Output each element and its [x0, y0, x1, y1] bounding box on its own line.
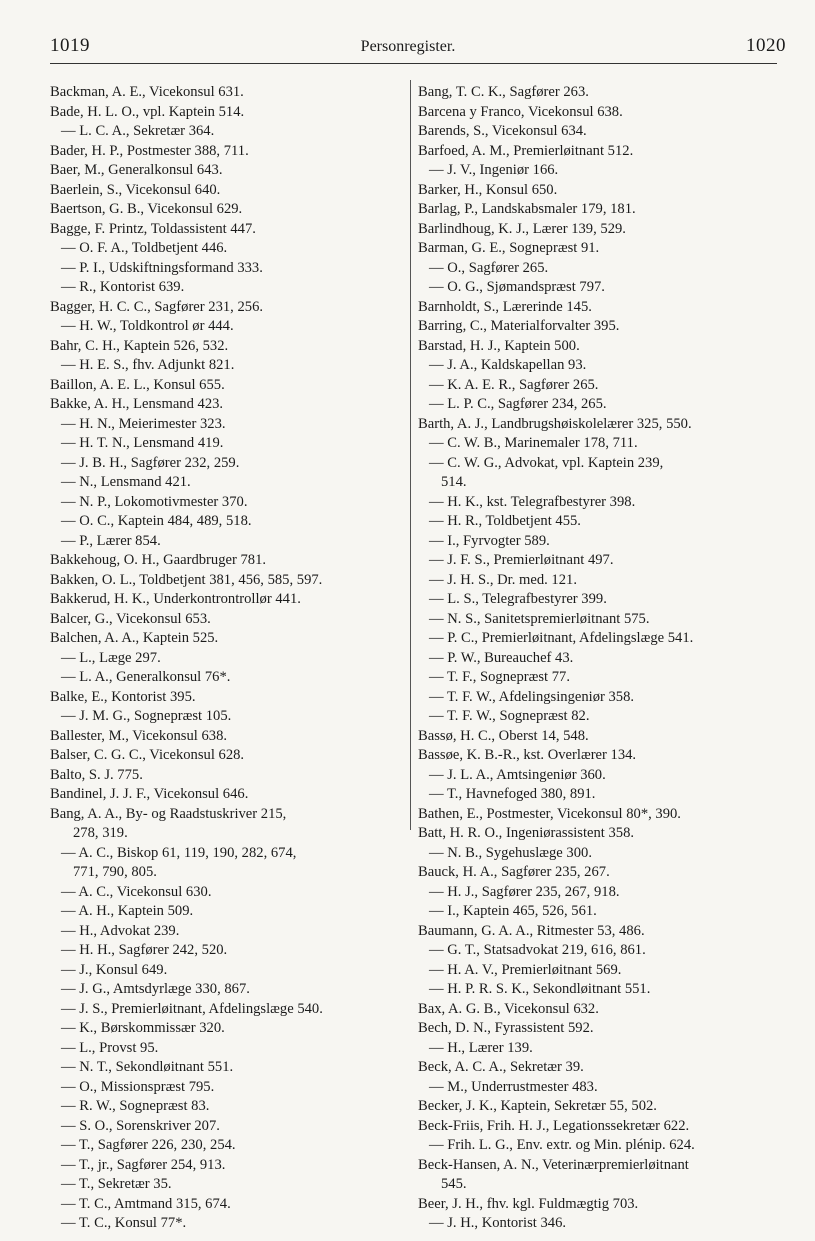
register-entry: Bech, D. N., Fyrassistent 592. — [418, 1020, 594, 1036]
register-entry: — J., Konsul 649. — [61, 961, 168, 978]
register-entry: Bakke, A. H., Lensmand 423. — [50, 396, 224, 412]
register-entry: — T. C., Konsul 77*. — [61, 1215, 187, 1231]
register-entry: — P., Lærer 854. — [61, 532, 161, 549]
register-entry: Barstad, H. J., Kaptein 500. — [418, 337, 580, 354]
register-entry: Bakkerud, H. K., Underkontrontrollør 441. — [50, 591, 301, 607]
register-entry: — T. F. W., Sognepræst 82. — [429, 708, 590, 724]
register-entry: Ballester, M., Vicekonsul 638. — [50, 727, 228, 744]
register-entry: — I., Kaptein 465, 526, 561. — [429, 903, 597, 919]
register-entry: — K., Børskommissær 320. — [61, 1020, 225, 1036]
register-entry: — L., Provst 95. — [61, 1039, 159, 1056]
register-entry: — T., Sekretær 35. — [61, 1176, 172, 1192]
register-entry: — T. F. W., Afdelingsingeniør 358. — [429, 688, 635, 705]
register-entry: — H. N., Meierimester 323. — [61, 415, 226, 432]
register-entry: — O., Missionspræst 795. — [61, 1078, 215, 1095]
register-entry: — J. S., Premierløitnant, Afdelingslæge 540. — [61, 1000, 323, 1017]
register-entry: — J. M. G., Sognepræst 105. — [61, 708, 232, 724]
register-entry: — N. B., Sygehuslæge 300. — [429, 844, 592, 861]
register-entry: — T., jr., Sagfører 254, 913. — [61, 1156, 226, 1173]
register-entry: — T., Havnefoged 380, 891. — [429, 786, 596, 802]
register-entry: Bang, T. C. K., Sagfører 263. — [418, 84, 589, 100]
register-entry: — A. C., Biskop 61, 119, 190, 282, 674, — [61, 844, 297, 861]
register-entry: Beck-Hansen, A. N., Veterinærpremierløitnant — [418, 1156, 689, 1173]
register-entry: — H. R., Toldbetjent 455. — [429, 513, 581, 529]
register-entry: Bagge, F. Printz, Toldassistent 447. — [50, 220, 256, 237]
register-entry: Balke, E., Kontorist 395. — [50, 688, 196, 705]
page-title: Personregister. — [360, 38, 456, 55]
register-entry: Batt, H. R. O., Ingeniørassistent 358. — [418, 825, 635, 841]
register-entry: — R., Kontorist 639. — [61, 279, 185, 295]
register-entry: Balto, S. J. 775. — [50, 766, 143, 783]
register-entry: Barnholdt, S., Lærerinde 145. — [418, 298, 592, 315]
register-entry: — L. A., Generalkonsul 76*. — [61, 669, 231, 685]
register-entry: Bauck, H. A., Sagfører 235, 267. — [418, 864, 610, 880]
register-entry: — P. C., Premierløitnant, Afdelingslæge 541. — [429, 630, 694, 646]
register-entry: Bade, H. L. O., vpl. Kaptein 514. — [50, 103, 245, 120]
register-entry: — J. A., Kaldskapellan 93. — [429, 357, 587, 373]
register-entry: — H. W., Toldkontrol ør 444. — [61, 318, 234, 334]
register-entry: — I., Fyrvogter 589. — [429, 532, 550, 549]
register-entry: 545. — [441, 1176, 467, 1192]
register-entry: Barlindhoug, K. J., Lærer 139, 529. — [418, 220, 626, 237]
register-entry: — J. F. S., Premierløitnant 497. — [429, 552, 614, 568]
register-entry: — Frih. L. G., Env. extr. og Min. plénip. 624. — [429, 1137, 695, 1153]
register-entry: — T. C., Amtmand 315, 674. — [61, 1195, 231, 1212]
register-entry: Barlag, P., Landskabsmaler 179, 181. — [418, 201, 636, 217]
register-entry: Becker, J. K., Kaptein, Sekretær 55, 502. — [418, 1098, 657, 1114]
register-entry: — H. H., Sagfører 242, 520. — [61, 942, 228, 958]
register-entry: Balser, C. G. C., Vicekonsul 628. — [50, 747, 245, 763]
register-entry: — K. A. E. R., Sagfører 265. — [429, 376, 599, 393]
register-entry: — L. P. C., Sagfører 234, 265. — [429, 396, 607, 412]
right-column — [418, 83, 784, 1234]
register-entry: Barfoed, A. M., Premierløitnant 512. — [418, 142, 634, 159]
register-entry: Bang, A. A., By- og Raadstuskriver 215, — [50, 805, 287, 822]
register-entry: Baumann, G. A. A., Ritmester 53, 486. — [418, 922, 645, 939]
register-entry: — P. I., Udskiftningsformand 333. — [61, 259, 263, 276]
register-entry: — N. T., Sekondløitnant 551. — [61, 1059, 234, 1075]
left-page-number: 1019 — [50, 35, 90, 56]
register-entry: — J. L. A., Amtsingeniør 360. — [429, 766, 606, 783]
register-entry: Beer, J. H., fhv. kgl. Fuldmægtig 703. — [418, 1195, 639, 1212]
register-entry: — H., Advokat 239. — [61, 922, 180, 939]
register-entry: — H., Lærer 139. — [429, 1039, 533, 1056]
register-entry: Baerlein, S., Vicekonsul 640. — [50, 181, 221, 198]
register-entry: Balchen, A. A., Kaptein 525. — [50, 630, 219, 646]
register-entry: Barends, S., Vicekonsul 634. — [418, 123, 587, 139]
register-entry: — O. F. A., Toldbetjent 446. — [61, 240, 228, 256]
register-entry: — O. C., Kaptein 484, 489, 518. — [61, 513, 252, 529]
register-entry: — N., Lensmand 421. — [61, 474, 191, 490]
register-entry: Barth, A. J., Landbrugshøiskolelærer 325, 550. — [418, 415, 692, 432]
register-entry: — T. F., Sognepræst 77. — [429, 669, 570, 685]
register-entry: Bagger, H. C. C., Sagfører 231, 256. — [50, 298, 264, 315]
register-entry: — H. E. S., fhv. Adjunkt 821. — [61, 357, 235, 373]
left-column — [50, 83, 402, 1234]
register-entry: — N. P., Lokomotivmester 370. — [61, 493, 248, 510]
register-entry: Backman, A. E., Vicekonsul 631. — [50, 84, 244, 100]
register-entry: — J. H. S., Dr. med. 121. — [429, 571, 577, 588]
register-entry: Baer, M., Generalkonsul 643. — [50, 162, 223, 178]
register-entry: Bahr, C. H., Kaptein 526, 532. — [50, 337, 229, 354]
register-entry: — P. W., Bureauchef 43. — [429, 649, 574, 666]
register-entry: Bader, H. P., Postmester 388, 711. — [50, 142, 249, 159]
register-entry: Balcer, G., Vicekonsul 653. — [50, 610, 211, 627]
register-entry: — N. S., Sanitetspremierløitnant 575. — [429, 610, 650, 627]
register-entry: Beck-Friis, Frih. H. J., Legationssekretær 622. — [418, 1117, 690, 1134]
register-entry: — R. W., Sognepræst 83. — [61, 1098, 210, 1114]
register-entry: — H. A. V., Premierløitnant 569. — [429, 961, 622, 978]
register-entry: — H. T. N., Lensmand 419. — [61, 435, 224, 451]
register-entry: — M., Underrustmester 483. — [429, 1078, 598, 1095]
register-entry: — J. V., Ingeniør 166. — [429, 162, 559, 178]
register-entry: Barcena y Franco, Vicekonsul 638. — [418, 103, 623, 120]
register-entry: Bassø, H. C., Oberst 14, 548. — [418, 727, 589, 744]
register-entry: — J. H., Kontorist 346. — [429, 1215, 567, 1231]
register-entry: — A. H., Kaptein 509. — [61, 903, 194, 919]
right-page-number: 1020 — [746, 35, 786, 56]
register-entry: — O. G., Sjømandspræst 797. — [429, 279, 605, 295]
register-entry: — L. S., Telegrafbestyrer 399. — [429, 591, 607, 607]
register-entry: Barker, H., Konsul 650. — [418, 181, 558, 198]
register-entry: Bassøe, K. B.-R., kst. Overlærer 134. — [418, 747, 637, 763]
register-entry: — J. B. H., Sagfører 232, 259. — [61, 454, 240, 471]
register-entry: 514. — [441, 474, 467, 490]
register-entry: — T., Sagfører 226, 230, 254. — [61, 1137, 236, 1153]
page-header — [30, 30, 786, 64]
register-entry: — C. W. B., Marinemaler 178, 711. — [429, 435, 638, 451]
register-entry: 278, 319. — [73, 825, 128, 841]
register-entry: Beck, A. C. A., Sekretær 39. — [418, 1059, 584, 1075]
register-entry: — O., Sagfører 265. — [429, 259, 549, 276]
register-entry: Bathen, E., Postmester, Vicekonsul 80*, 390. — [418, 805, 681, 822]
register-entry: Baillon, A. E. L., Konsul 655. — [50, 376, 225, 393]
register-entry: Bandinel, J. J. F., Vicekonsul 646. — [50, 786, 249, 802]
register-entry: — L., Læge 297. — [61, 649, 161, 666]
register-entry: — L. C. A., Sekretær 364. — [61, 123, 215, 139]
register-entry: — H. K., kst. Telegrafbestyrer 398. — [429, 493, 636, 510]
column-divider — [410, 80, 411, 830]
register-entry: — C. W. G., Advokat, vpl. Kaptein 239, — [429, 454, 664, 471]
register-entry: — S. O., Sorenskriver 207. — [61, 1117, 220, 1134]
register-entry: Barman, G. E., Sognepræst 91. — [418, 240, 600, 256]
register-entry: Bax, A. G. B., Vicekonsul 632. — [418, 1000, 599, 1017]
register-entry: — A. C., Vicekonsul 630. — [61, 883, 212, 900]
register-entry: — H. P. R. S. K., Sekondløitnant 551. — [429, 981, 651, 997]
register-entry: — H. J., Sagfører 235, 267, 918. — [429, 883, 620, 900]
register-entry: Bakken, O. L., Toldbetjent 381, 456, 585, 597. — [50, 571, 323, 588]
register-entry: Bakkehoug, O. H., Gaardbruger 781. — [50, 552, 267, 568]
register-entry: — G. T., Statsadvokat 219, 616, 861. — [429, 942, 646, 958]
register-entry: 771, 790, 805. — [73, 864, 157, 880]
register-entry: Baertson, G. B., Vicekonsul 629. — [50, 201, 243, 217]
header-rule — [50, 63, 777, 64]
register-entry: — J. G., Amtsdyrlæge 330, 867. — [61, 981, 250, 997]
register-entry: Barring, C., Materialforvalter 395. — [418, 318, 620, 334]
